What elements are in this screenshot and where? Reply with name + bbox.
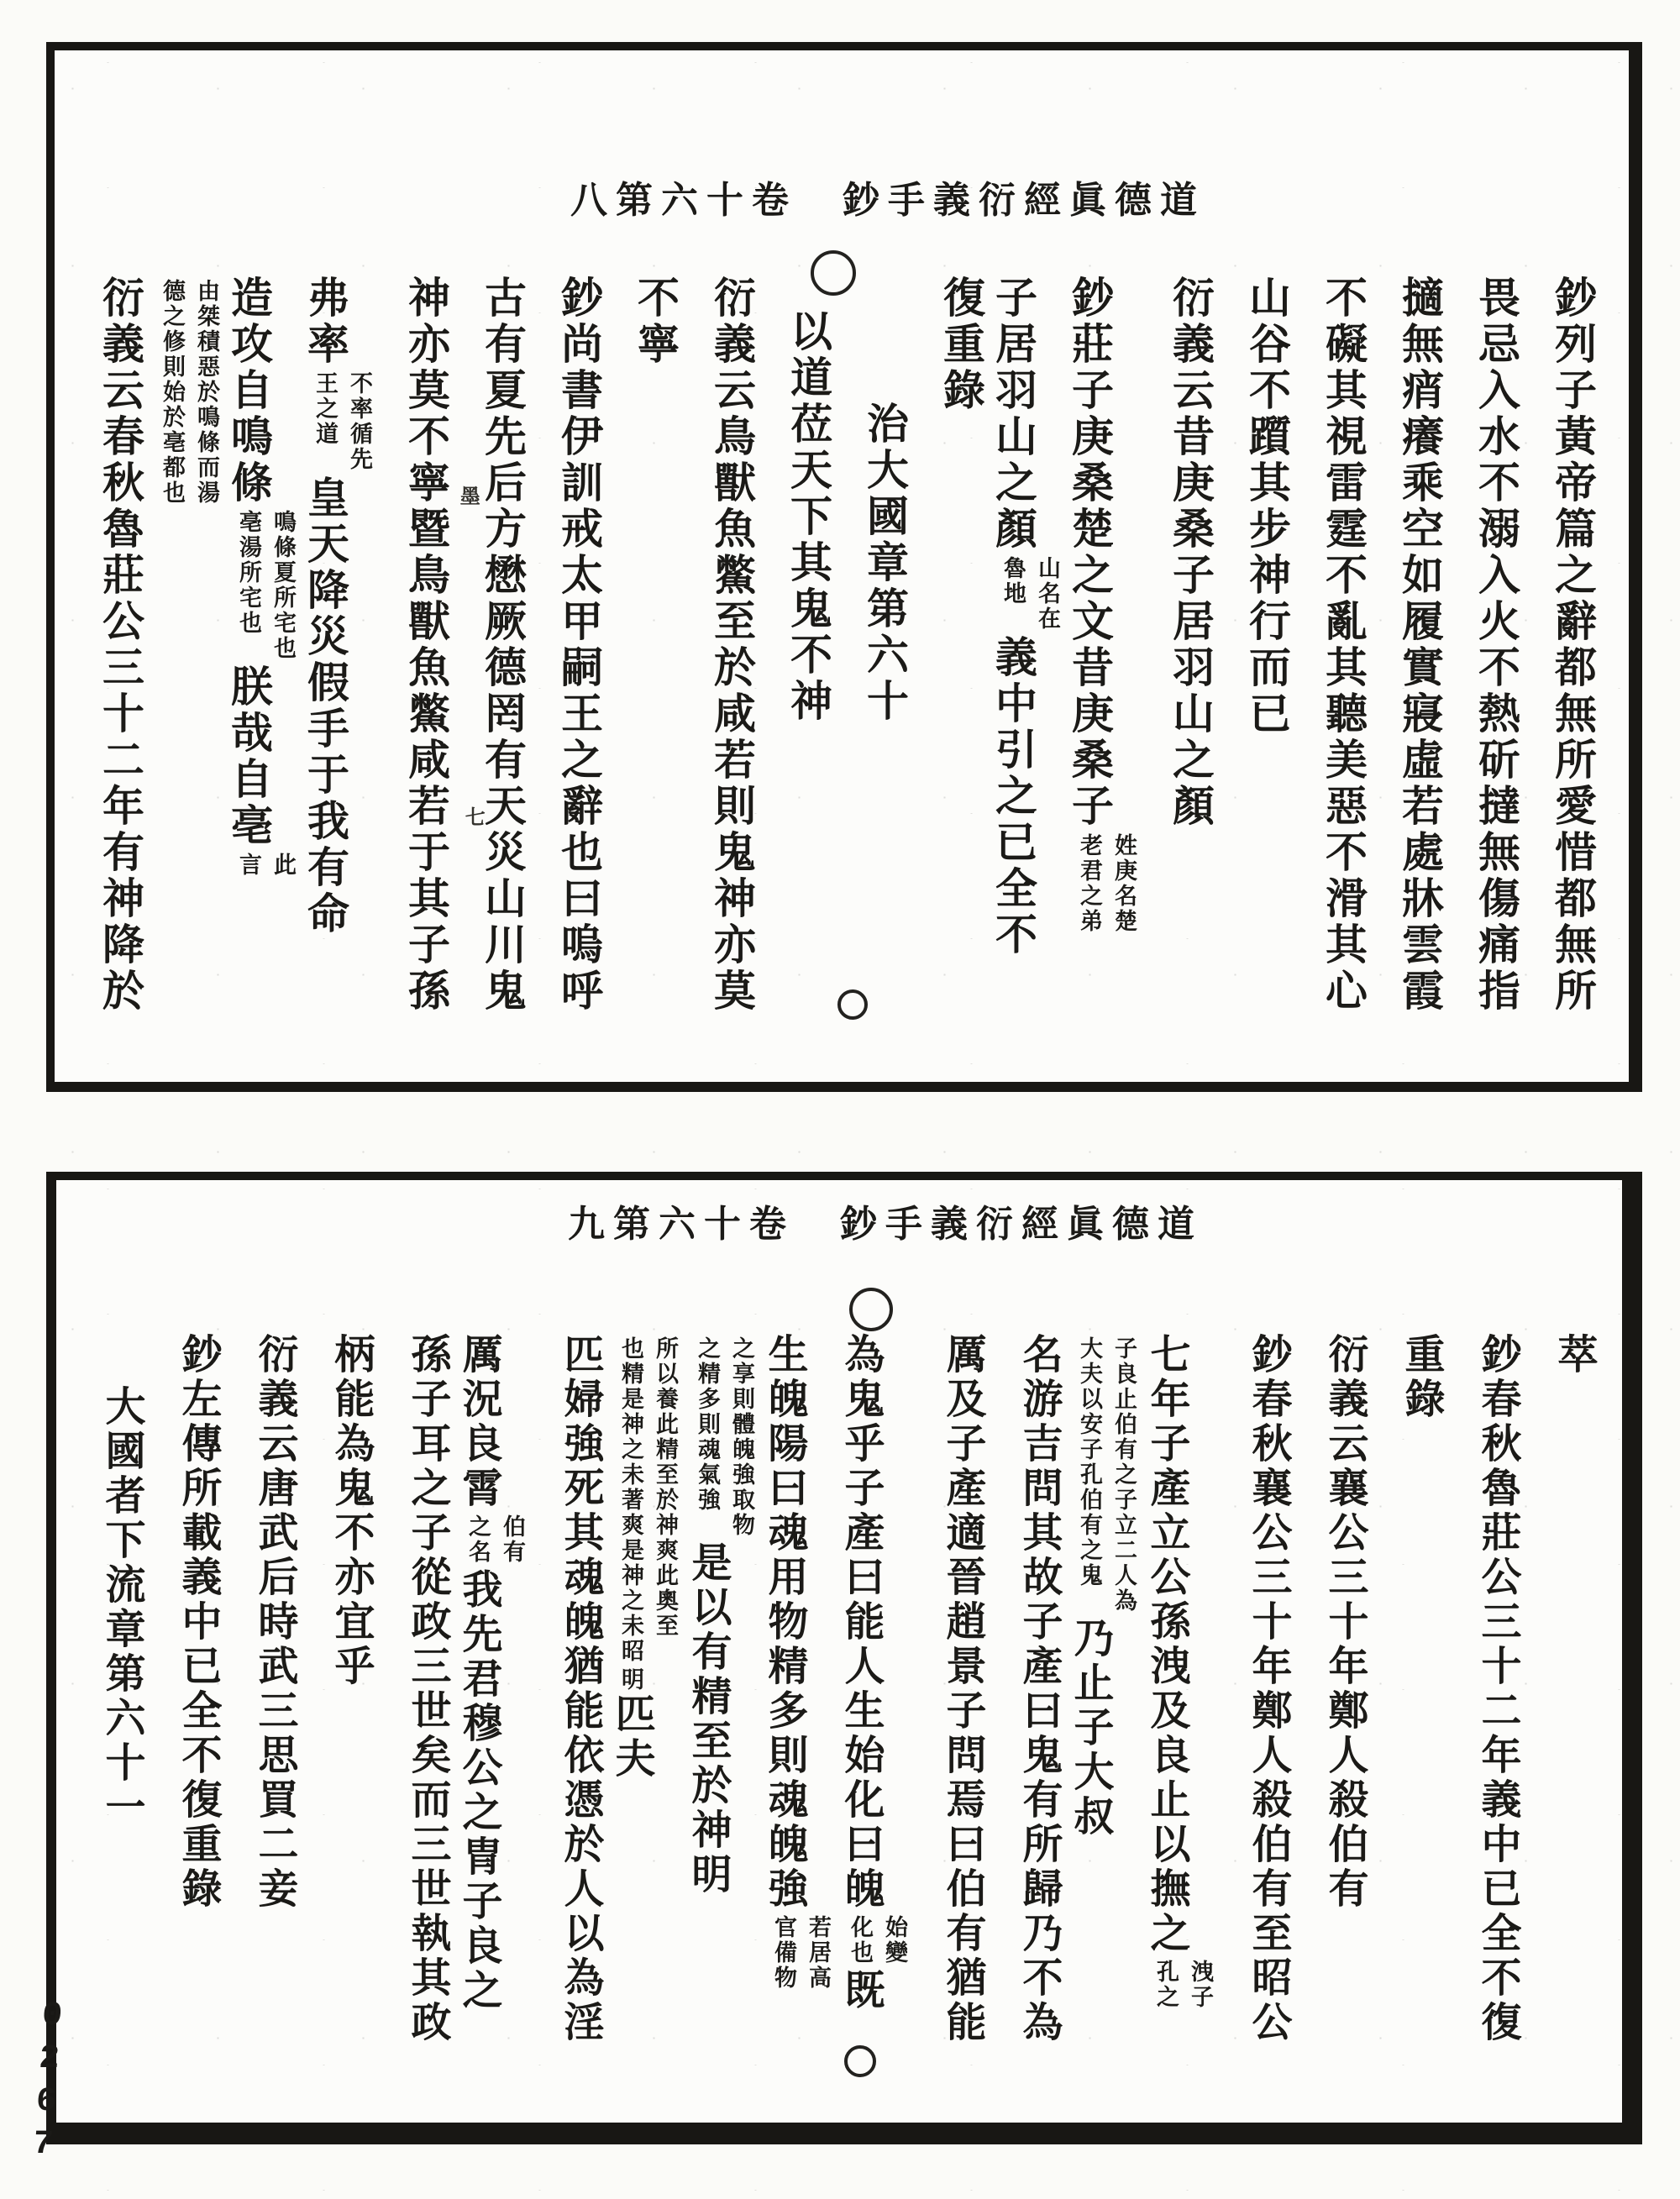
- text-column: [447, 276, 526, 1099]
- page-header: 八第六十卷 鈔手義衍經眞德道: [570, 180, 1205, 221]
- text-column: [600, 1333, 676, 2116]
- text-column: [523, 1333, 600, 2116]
- column-text: 皇天降災假手于我有命: [302, 475, 349, 937]
- column-text: 鈔春秋襄公三十年鄭人殺伯有至昭公: [1246, 1333, 1290, 2045]
- text-column: [600, 276, 679, 1099]
- column-text: 古有夏先后方懋厥德罔有天災山川鬼: [479, 276, 526, 1015]
- text-column: [294, 276, 370, 1099]
- page-top: [46, 42, 1642, 1092]
- interlinear-note: [302, 371, 370, 472]
- margin-mark: 七: [461, 806, 484, 827]
- column-text: 治大國章第六十: [861, 401, 908, 725]
- note-subcolumn: 山名在: [1035, 556, 1060, 632]
- text-column: [65, 276, 144, 1099]
- note-subcolumn: 洩子: [1188, 1960, 1213, 2010]
- note-subcolumn: 化也: [848, 1915, 873, 1965]
- column-text: 神亦莫不寧暨鳥獸魚鱉咸若于其子孫: [402, 276, 449, 1015]
- text-column: [1288, 1333, 1367, 2116]
- note-subcolumn: 伯有: [500, 1514, 525, 1565]
- column-text: 擿無痟癢乘空如履實寢虛若處牀雲霞: [1396, 276, 1443, 1015]
- note-subcolumn: 鳴條夏所宅也: [270, 510, 296, 661]
- column-text: 七年子產立公孫洩及良止以撫之: [1144, 1333, 1189, 1956]
- interlinear-note: [837, 1915, 906, 1965]
- column-text: 既: [838, 1969, 883, 2013]
- note-subcolumn: 亳湯所宅也: [236, 510, 261, 636]
- text-column: [1135, 276, 1214, 1099]
- note-subcolumn: 之精多則魂氣強: [695, 1336, 720, 1513]
- note-subcolumn: 若居高: [806, 1915, 831, 1991]
- column-text: 鈔莊子庚桑楚之文昔庚桑子: [1066, 276, 1113, 830]
- column-text: 衍義云唐武后時武三思買二妾: [252, 1333, 297, 1912]
- note-subcolumn: 所以養此精至於神爽此奧至: [653, 1336, 678, 1639]
- interlinear-note: [225, 853, 294, 878]
- text-column: [370, 276, 447, 1099]
- interlinear-note: [1142, 1960, 1211, 2010]
- text-column: [1441, 276, 1520, 1099]
- column-text: 鈔左傳所載義中已全不復重錄: [176, 1333, 220, 1912]
- section-circle-mark: [811, 250, 856, 296]
- text-column: [1517, 276, 1596, 1099]
- column-text: 匹婦強死其魂魄猶能依憑於人以為淫: [558, 1333, 602, 2045]
- note-subcolumn: 之享則體魄強取物: [729, 1336, 754, 1538]
- column-text: 以道莅天下其鬼不神: [785, 309, 832, 725]
- page-number: 0267: [22, 1997, 73, 2169]
- column-text: 義中引之已全不: [990, 635, 1037, 958]
- text-column: [906, 1333, 982, 2116]
- column-text: 為鬼乎子產曰能人生始化曰魄: [838, 1333, 883, 1912]
- interlinear-note: [454, 1514, 523, 1565]
- text-column: [1058, 1333, 1135, 2116]
- column-text: 山谷不躓其步神行而已: [1243, 276, 1290, 737]
- note-subcolumn: 大夫以安子孔伯有之鬼: [1077, 1336, 1102, 1588]
- column-text: 衍義云春秋魯莊公三十二年有神降於: [97, 276, 144, 1015]
- column-text: 孫子耳之子從政三世矣而三世執其政: [405, 1333, 449, 2045]
- note-subcolumn: 孔之: [1153, 1960, 1179, 2010]
- column-text: 乃止子大叔: [1068, 1617, 1112, 1839]
- text-column: [676, 276, 753, 1099]
- column-text: 生魄陽曰魂用物精多則魂魄強: [762, 1333, 806, 1912]
- page-header: 九第六十卷 鈔手義衍經眞德道: [568, 1204, 1203, 1245]
- column-text: 萃: [1551, 1333, 1596, 1378]
- note-subcolumn: 此: [270, 853, 296, 878]
- interlinear-note: [225, 510, 294, 661]
- text-column: [141, 1333, 218, 2116]
- column-text: 衍義云鳥獸魚鱉至於咸若則鬼神亦莫: [708, 276, 755, 1015]
- note-subcolumn: 言: [236, 853, 261, 878]
- small-char: 明: [618, 1667, 643, 1693]
- text-column: [753, 276, 832, 1099]
- note-subcolumn: 官備物: [771, 1915, 796, 1991]
- text-columns: [65, 276, 1596, 1099]
- column-text: 衍義云襄公三十年鄭人殺伯有: [1322, 1333, 1367, 1912]
- note-subcolumn: 王之道: [312, 371, 338, 447]
- note-subcolumn: 不率循先: [347, 371, 372, 472]
- column-text: 我先君穆公之冑子良之: [456, 1568, 501, 2013]
- section-circle-mark: [844, 2045, 876, 2077]
- text-column: [1364, 1333, 1441, 2116]
- column-text: 名游吉問其故子產曰鬼有所歸乃不為: [1016, 1333, 1061, 2045]
- interlinear-note: [760, 1915, 829, 1991]
- note-subcolumn: 也精是神之未著爽是神之未昭: [618, 1336, 643, 1664]
- note-subcolumn: 老君之弟: [1077, 833, 1102, 934]
- text-column: [370, 1333, 447, 2116]
- note-subcolumn: 德之修則始於亳都也: [160, 279, 185, 506]
- text-column: [982, 276, 1058, 1099]
- column-text: 柄能為鬼不亦宜乎: [328, 1333, 373, 1689]
- column-text: 衍義云昔庚桑子居羽山之顏: [1167, 276, 1214, 830]
- text-column: [1517, 1333, 1596, 2116]
- section-circle-mark: [837, 989, 868, 1020]
- column-text: 造攻自鳴條: [225, 276, 272, 506]
- note-subcolumn: 之名: [465, 1514, 491, 1565]
- section-circle-mark: [849, 1288, 893, 1331]
- note-subcolumn: 始變: [882, 1915, 907, 1965]
- column-text: 弗率: [302, 276, 349, 368]
- note-subcolumn: 魯地: [1000, 556, 1026, 606]
- text-column: [1058, 276, 1135, 1099]
- column-text: 是以有精至於神明: [685, 1541, 730, 1897]
- text-columns: [65, 1333, 1596, 2116]
- note-subcolumn: 子良止伯有之子立二人為: [1111, 1336, 1137, 1614]
- margin-mark: 墨: [456, 485, 479, 506]
- text-column: [906, 276, 982, 1099]
- column-text: 不礙其視雷霆不亂其聽美惡不滑其心: [1320, 276, 1367, 1015]
- text-column: [1441, 1333, 1520, 2116]
- interlinear-note: [684, 1336, 753, 1538]
- column-text: 朕哉自亳: [225, 664, 272, 849]
- text-column: [1211, 1333, 1288, 2116]
- interlinear-note: [1066, 833, 1135, 934]
- text-column: [294, 1333, 373, 2116]
- note-subcolumn: 姓庚名楚: [1111, 833, 1137, 934]
- column-text: 鈔尚書伊訓戒太甲嗣王之辭也曰嗚呼: [555, 276, 602, 1015]
- interlinear-note: [1066, 1336, 1135, 1614]
- text-column: [1211, 276, 1288, 1099]
- text-column: [982, 1333, 1061, 2116]
- text-column: [141, 276, 218, 1099]
- column-text: 鈔列子黃帝篇之辭都無所愛惜都無所: [1549, 276, 1596, 1015]
- interlinear-note: [607, 1336, 676, 1664]
- interlinear-note: [990, 556, 1058, 632]
- column-text: 畏忌入水不溺入火不熱斫撻無傷痛指: [1473, 276, 1520, 1015]
- column-text: 厲及子產適晉趙景子問焉曰伯有猶能: [940, 1333, 984, 2045]
- column-text: 鈔春秋魯莊公三十二年義中已全不復: [1475, 1333, 1520, 2045]
- text-column: [1288, 276, 1367, 1099]
- interlinear-note: [149, 279, 218, 506]
- text-column: [447, 1333, 523, 2116]
- text-column: [829, 276, 906, 1099]
- column-text: 不寧: [632, 276, 679, 368]
- column-text: 重錄: [1399, 1333, 1443, 1422]
- text-column: [218, 1333, 297, 2116]
- text-column: [1135, 1333, 1211, 2116]
- column-text: 匹夫: [609, 1693, 654, 1782]
- text-column: [829, 1333, 906, 2116]
- text-column: [1364, 276, 1441, 1099]
- text-column: [523, 276, 600, 1099]
- column-text: 復重錄: [937, 276, 984, 414]
- column-text: 厲況良霄: [456, 1333, 501, 1511]
- page-bottom: [46, 1172, 1642, 2144]
- text-column: [753, 1333, 829, 2116]
- note-subcolumn: 由桀積惡於鳴條而湯: [194, 279, 219, 506]
- column-text: 子居羽山之顏: [990, 276, 1037, 553]
- text-column: [65, 1333, 144, 2116]
- column-text: 大國者下流章第六十一: [99, 1385, 144, 1830]
- text-column: [676, 1333, 753, 2116]
- text-column: [218, 276, 294, 1099]
